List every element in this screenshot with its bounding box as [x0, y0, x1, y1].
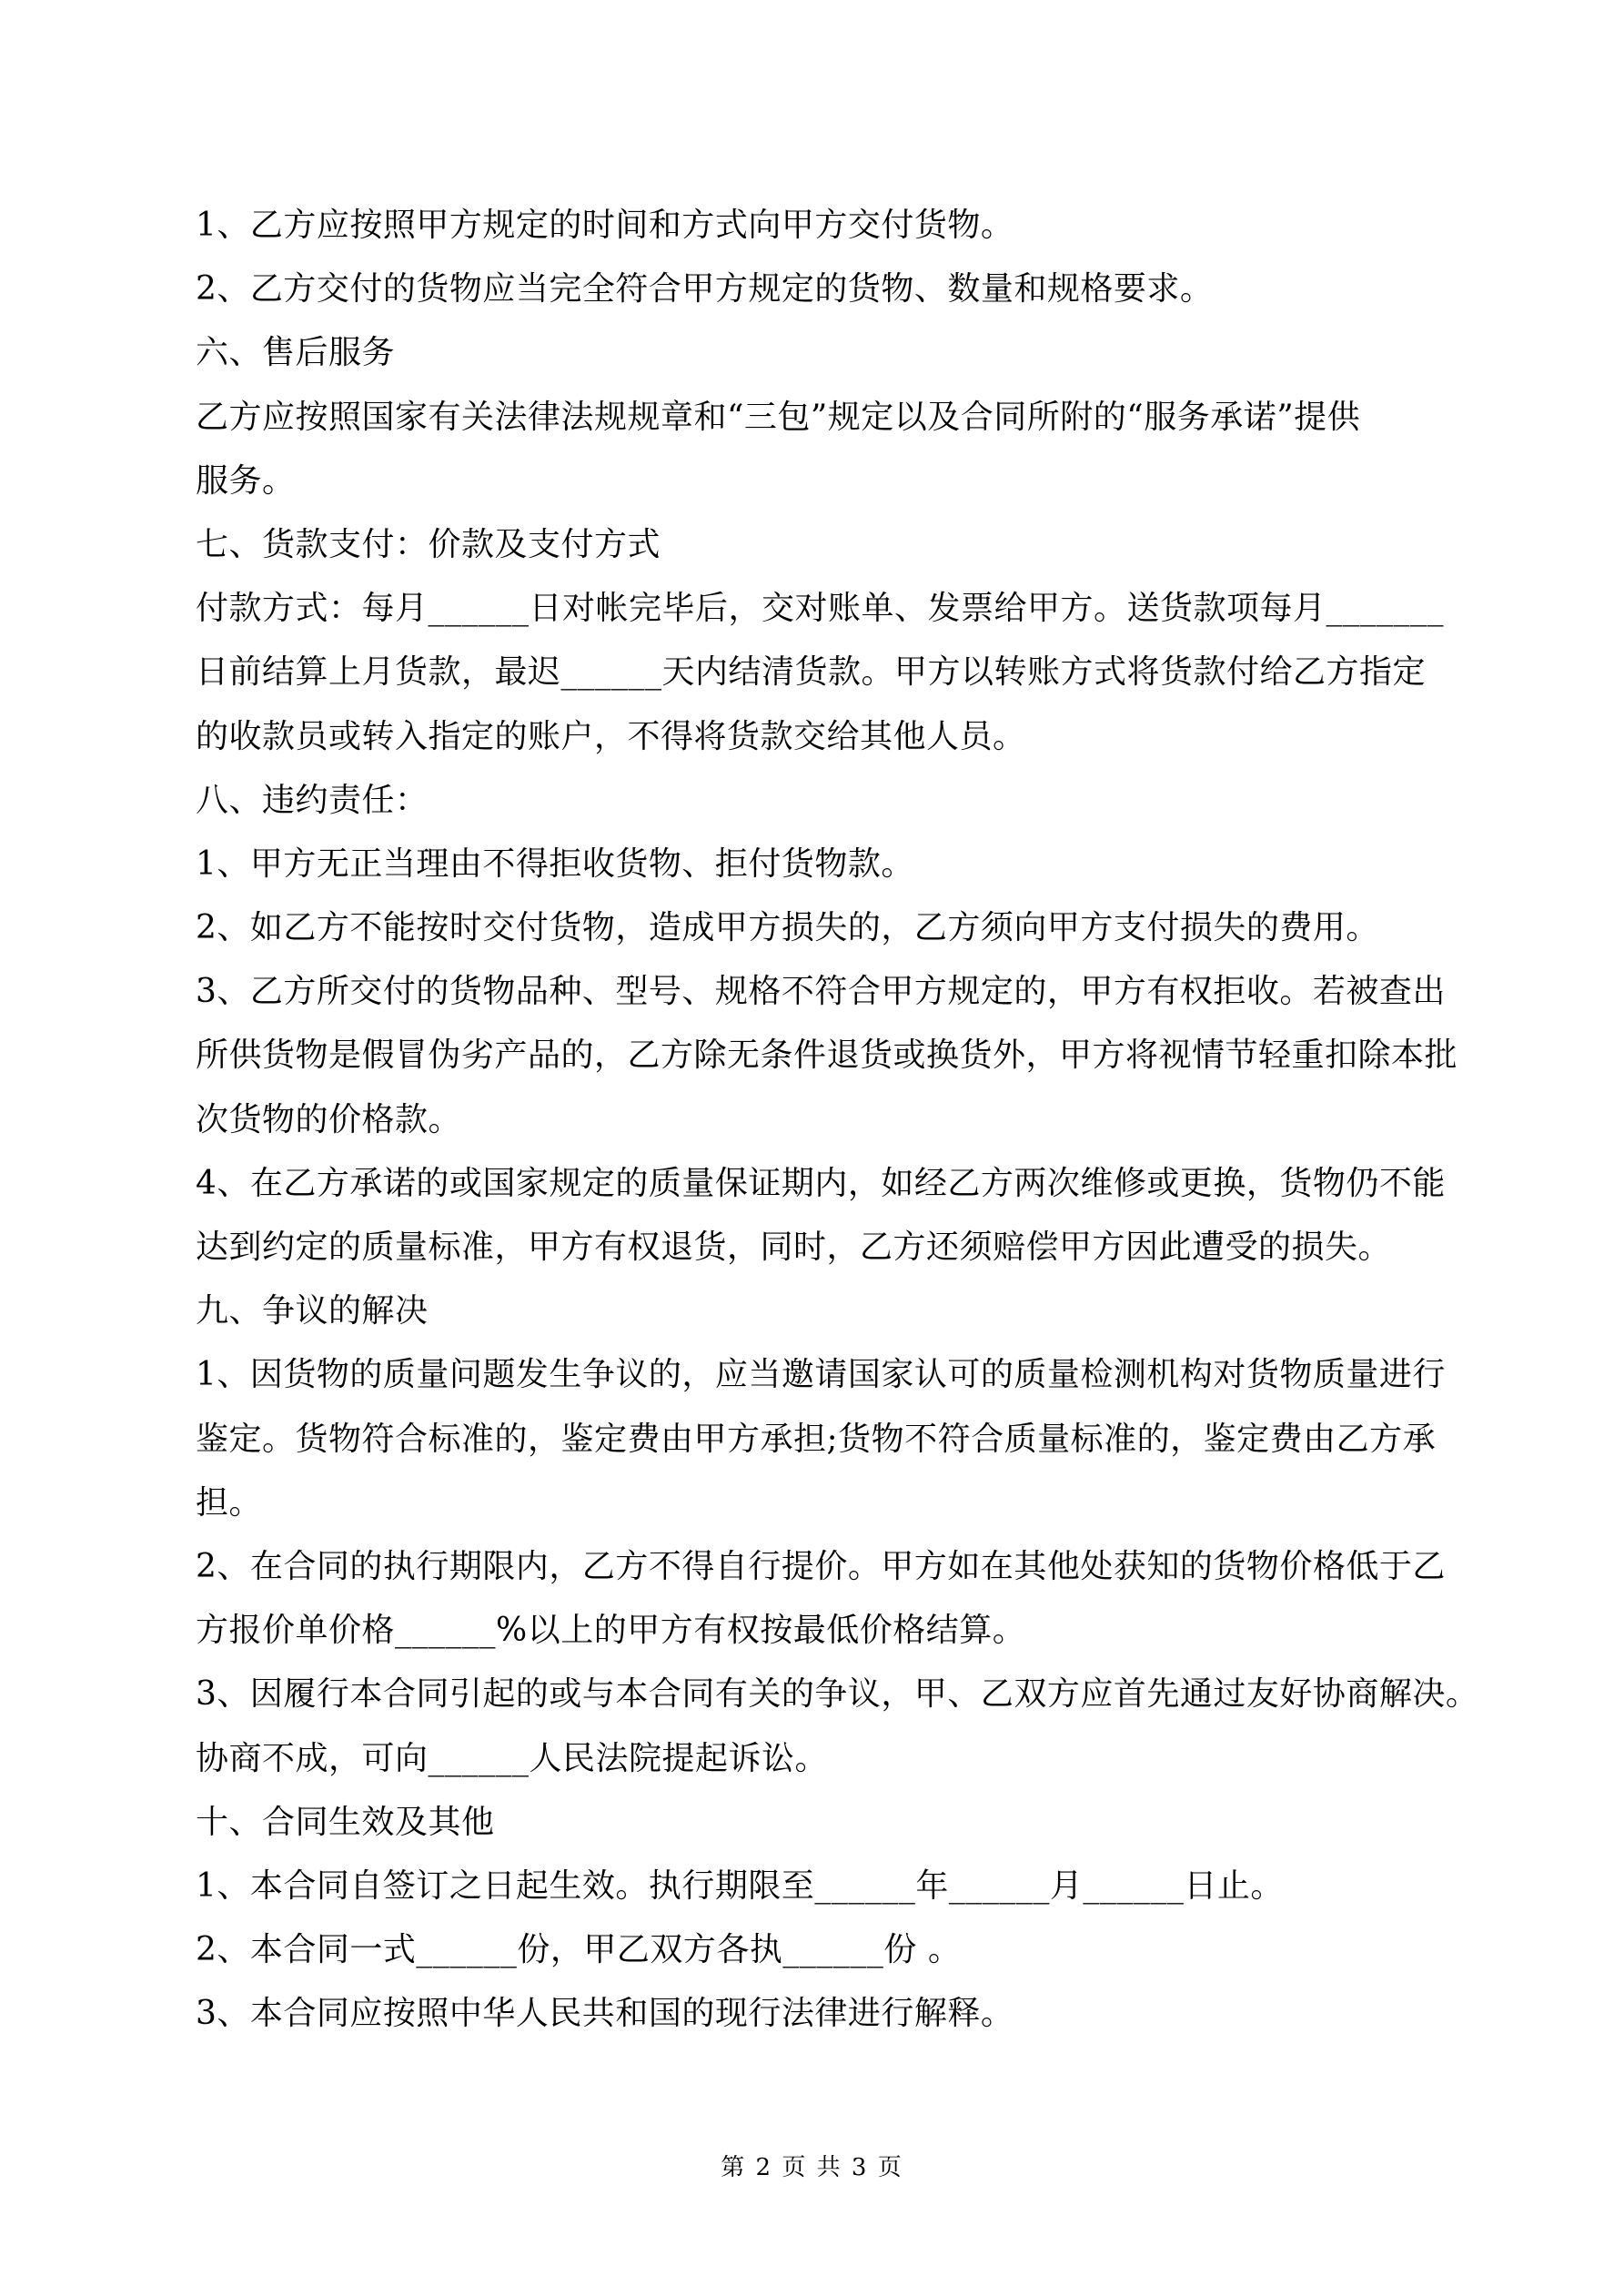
contract-text-line: 方报价单价格______%以上的甲方有权按最低价格结算。	[196, 1612, 1026, 1650]
contract-text-line: 次货物的价格款。	[196, 1100, 462, 1138]
contract-text-line: 九、争议的解决	[196, 1292, 429, 1330]
contract-text-line: 六、售后服务	[196, 334, 396, 372]
contract-text-line: 3、本合同应按照中华人民共和国的现行法律进行解释。	[196, 1995, 1014, 2033]
contract-body-text	[196, 194, 1479, 2046]
contract-text-line: 2、如乙方不能按时交付货物，造成甲方损失的，乙方须向甲方支付损失的费用。	[196, 909, 1379, 947]
page-footer	[0, 2151, 1624, 2184]
contract-text-line: 2、本合同一式______份，甲乙双方各执______份 。	[196, 1931, 962, 1969]
contract-text-line: 付款方式：每月______日对帐完毕后，交对账单、发票给甲方。送货款项每月_______	[196, 590, 1445, 628]
contract-text-line: 3、因履行本合同引起的或与本合同有关的争议，甲、乙双方应首先通过友好协商解决。	[196, 1675, 1479, 1714]
contract-text-line: 达到约定的质量标准，甲方有权退货，同时，乙方还须赔偿甲方因此遭受的损失。	[196, 1229, 1392, 1266]
contract-text-line: 1、本合同自签订之日起生效。执行期限至______年______月______日止。	[196, 1866, 1284, 1905]
contract-text-line: 服务。	[196, 461, 296, 500]
contract-text-line: 七、货款支付：价款及支付方式	[196, 525, 661, 563]
contract-text-line: 乙方应按照国家有关法律法规规章和“三包”规定以及合同所附的“服务承诺”提供	[196, 398, 1361, 436]
contract-text-line: 十、合同生效及其他	[196, 1803, 495, 1841]
contract-text-line: 1、因货物的质量问题发生争议的，应当邀请国家认可的质量检测机构对货物质量进行	[196, 1356, 1446, 1394]
page-number-text: 第 2 页 共 3 页	[721, 2154, 903, 2181]
contract-text-line: 3、乙方所交付的货物品种、型号、规格不符合甲方规定的，甲方有权拒收。若被查出	[196, 973, 1446, 1011]
contract-text-line: 日前结算上月货款，最迟______天内结清货款。甲方以转账方式将货款付给乙方指定	[196, 653, 1427, 692]
contract-text-line: 1、甲方无正当理由不得拒收货物、拒付货物款。	[196, 845, 914, 883]
contract-text-line: 1、乙方应按照甲方规定的时间和方式向甲方交付货物。	[196, 207, 1014, 244]
contract-text-line: 2、乙方交付的货物应当完全符合甲方规定的货物、数量和规格要求。	[196, 270, 1214, 308]
contract-text-line: 八、违约责任：	[196, 781, 429, 819]
contract-text-line: 担。	[196, 1483, 263, 1522]
contract-text-line: 的收款员或转入指定的账户，不得将货款交给其他人员。	[196, 717, 1026, 755]
contract-text-line: 2、在合同的执行期限内，乙方不得自行提价。甲方如在其他处获知的货物价格低于乙	[196, 1547, 1446, 1585]
contract-text-line: 鉴定。货物符合标准的，鉴定费由甲方承担;货物不符合质量标准的，鉴定费由乙方承	[196, 1420, 1437, 1458]
contract-text-line: 协商不成，可向______人民法院提起诉讼。	[196, 1739, 829, 1777]
contract-text-line: 所供货物是假冒伪劣产品的，乙方除无条件退货或换货外，甲方将视情节轻重扣除本批	[196, 1037, 1458, 1075]
contract-text-line: 4、在乙方承诺的或国家规定的质量保证期内，如经乙方两次维修或更换，货物仍不能	[196, 1164, 1446, 1202]
